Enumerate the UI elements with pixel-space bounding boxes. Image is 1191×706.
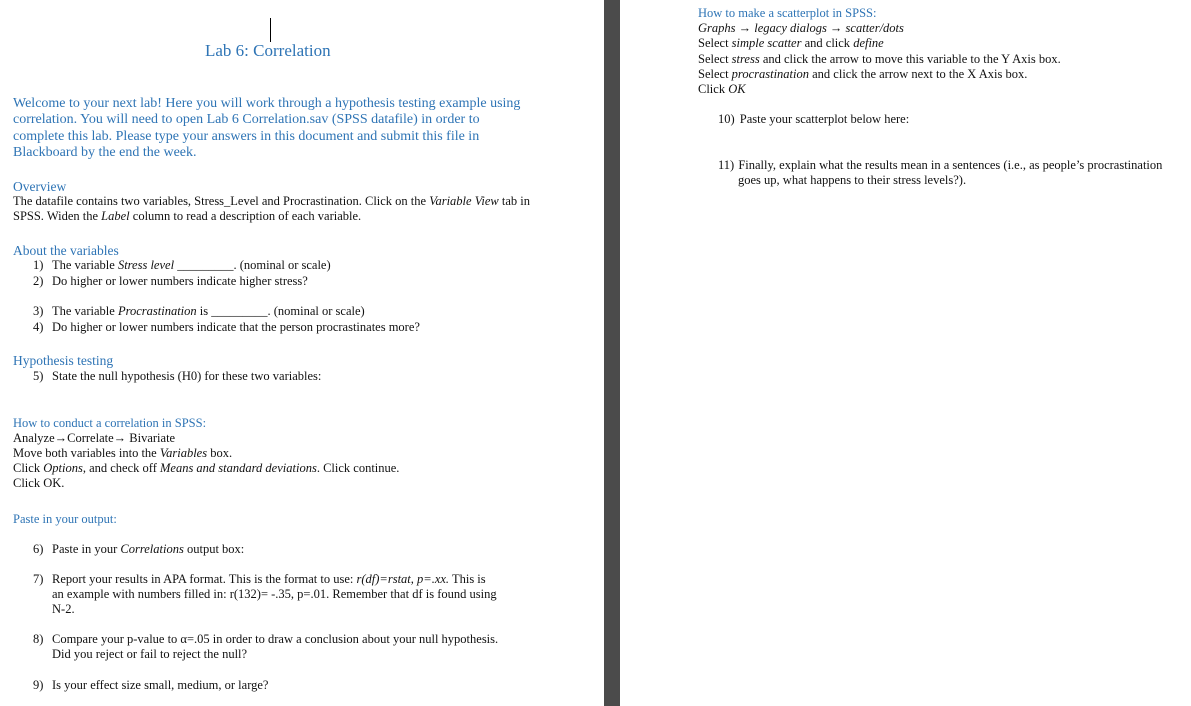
- item-text-line-1: Finally, explain what the results mean in a sentences (i.e., as people’s procrastination: [738, 158, 1163, 172]
- item-em: Procrastination: [117, 304, 197, 318]
- scatter-line-2: Select simple scatter and click define: [698, 36, 884, 50]
- howto-line-4: Click OK.: [13, 476, 65, 490]
- howto-line-1: Analyze→Correlate→ Bivariate: [13, 431, 176, 445]
- item-number: 5): [33, 369, 44, 383]
- item-text-line-2: Did you reject or fail to reject the null?: [52, 647, 248, 661]
- paste-output-heading: Paste in your output:: [13, 512, 117, 526]
- correlation-howto-heading: How to conduct a correlation in SPSS:: [13, 416, 207, 430]
- item-text: _________. (nominal or scale): [174, 258, 331, 272]
- list-item-11[interactable]: [718, 158, 1162, 173]
- document-page-left[interactable]: Lab 6: Correlation Welcome to your next lab! Here you will work through a hypothesis testing example using correlation. You will need to open Lab 6 Correlation.sav (SPSS datafile) in order to complete this lab. Please type your answers in this document and submit this file in Blackboard by the end the week. Overview The datafile contains two variables, Stress_Level and Procrastination. Click on the Variable View tab in SPSS. Widen the Label column to read a description of each variable. About the variables 1) The variable Stress level _________. (nominal or scale) 2) Do higher or lower numbers indicate higher stress? 3) The variable Procrastination is _________. (nominal or scale) 4) Do higher or lower numbers indicate that the person procrastinates more? Hypothesis testing 5) State the null hypothesis (H0) for these two variables: How to conduct a correlation in SPSS: Analyze→Correlate→ Bivariate Move both variables into the Variables box. Click Options, and check off Means and standard deviations. Click continue. Click OK. Paste in your output: 6) Paste in your Correlations output box: 7) Report your results in APA format. This is the format to use: r(df)=rstat, p=.xx. This is an example with numbers filled in: r(132)= -.35, p=.01. Remember that df is found using N-2. 8) Compare your p-value to α=.05 in order to draw a conclusion about your null hypothesis. Did you reject or fail to reject the null? 9) Is your effect size small, medium, or large?: [0, 0, 604, 706]
- overview-paragraph[interactable]: [13, 194, 533, 224]
- item-text: The variable: [52, 258, 118, 272]
- document-page-right[interactable]: [620, 0, 1191, 706]
- intro-paragraph[interactable]: Welcome to your next lab! Here you will work through a hypothesis testing example using correlation. You will need to open Lab 6 Correlation.sav (SPSS datafile) in order to complete this lab. Please type your answers in this document and submit this file in Blackboard by the end the week.: [13, 96, 521, 161]
- item-number: 9): [33, 678, 44, 692]
- item-text: Do higher or lower numbers indicate that the person procrastinates more?: [52, 320, 420, 334]
- item-text: is _________. (nominal or scale): [196, 304, 365, 318]
- item-text-line-2: goes up, what happens to their stress levels?).: [738, 173, 967, 187]
- overview-em-2: Label: [101, 209, 130, 223]
- item-text-line-2: an example with numbers filled in: r(132)= -.35, p=.01. Remember that df is found using: [52, 587, 497, 601]
- item-number: 8): [33, 632, 44, 646]
- item-text: The variable: [52, 304, 118, 318]
- overview-text-3: column to read a description of each variable.: [129, 209, 362, 223]
- hypothesis-heading: Hypothesis testing: [13, 353, 114, 368]
- page-gutter: [604, 0, 620, 706]
- item-text: Paste your scatterplot below here:: [739, 112, 910, 126]
- howto-line-2: Move both variables into the Variables box.: [13, 446, 233, 460]
- overview-text-1: The datafile contains two variables, Stress_Level and Procrastination. Click on the: [13, 194, 430, 208]
- item-number: 4): [33, 320, 44, 334]
- howto-line-3: Click Options, and check off Means and standard deviations. Click continue.: [13, 461, 400, 475]
- item-text: Do higher or lower numbers indicate higher stress?: [52, 274, 308, 288]
- text-cursor: [270, 18, 271, 42]
- item-number: 7): [33, 572, 44, 586]
- item-text: State the null hypothesis (H0) for these two variables:: [52, 369, 322, 383]
- list-item-10[interactable]: [718, 112, 909, 127]
- item-number: 10): [718, 112, 735, 126]
- overview-heading: Overview: [13, 179, 67, 194]
- item-number: 11): [718, 158, 735, 172]
- scatter-line-5: Click OK: [698, 82, 746, 96]
- scatter-line-4: Select procrastination and click the arrow next to the X Axis box.: [698, 67, 1028, 81]
- item-text-line-1: Compare your p-value to α=.05 in order to draw a conclusion about your null hypothesis.: [52, 632, 499, 646]
- item-number: 6): [33, 542, 44, 556]
- item-text: Is your effect size small, medium, or large?: [52, 678, 269, 692]
- item-number: 2): [33, 274, 44, 288]
- scatter-line-3: Select stress and click the arrow to move this variable to the Y Axis box.: [698, 52, 1061, 66]
- about-variables-heading: About the variables: [13, 243, 119, 258]
- page-title: Lab 6: Correlation: [205, 41, 331, 60]
- overview-em-1: Variable View: [429, 194, 499, 208]
- item-em: Stress level: [117, 258, 175, 272]
- item-text-line-3: N-2.: [52, 602, 75, 616]
- item-number: 3): [33, 304, 44, 318]
- overview-text-2: tab in SPSS. Widen the: [13, 194, 531, 223]
- scatter-line-1: Graphs → legacy dialogs → scatter/dots: [698, 21, 904, 35]
- item-number: 1): [33, 258, 44, 272]
- scatterplot-howto-heading: How to make a scatterplot in SPSS:: [698, 6, 877, 20]
